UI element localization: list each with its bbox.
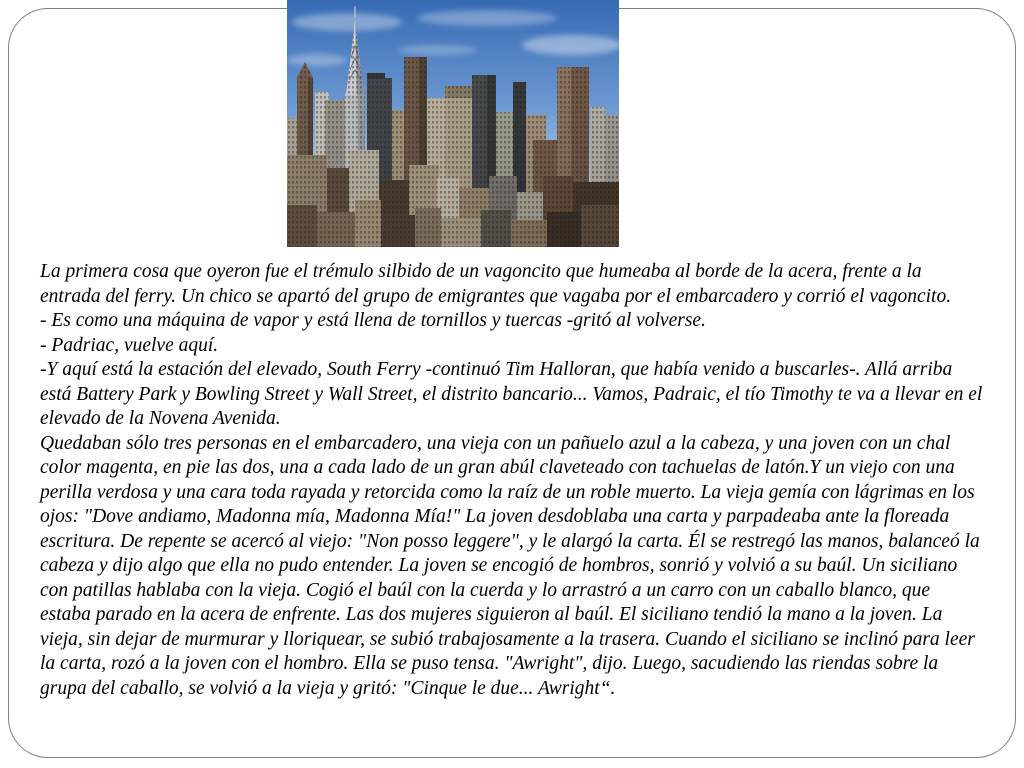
paragraph — [40, 432, 1010, 702]
buildings — [287, 0, 619, 247]
text-line: - Padriac, vuelve aquí. — [40, 334, 219, 356]
paragraph — [40, 309, 1010, 334]
text-line: vieja, sin dejar de murmurar y lloriquear, se subió trabajosamente a la trasera. Cuando el siciliano se inclinó para leer — [40, 628, 975, 650]
paragraph — [40, 358, 1010, 432]
skyline-photo — [287, 0, 619, 247]
text-line: entrada del ferry. Un chico se apartó del grupo de emigrantes que vagaba por el embarcadero y corrió el vagoncito. — [40, 285, 952, 307]
paragraph — [40, 334, 1010, 359]
text-line: la carta, rozó a la joven con el hombro. Ella se puso tensa. "Awright", dijo. Luego, sacudiendo las riendas sobre la — [40, 653, 939, 674]
text-line: estaba parado en la acera de enfrente. Las dos mujeres siguieron al baúl. El siciliano tendió la mano a la joven. La — [40, 604, 943, 625]
text-line: está Battery Park y Bowling Street y Wall Street, el distrito bancario... Vamos, Padraic, el tío Timothy te va a llevar en el — [40, 383, 983, 405]
text-line: La primera cosa que oyeron fue el trémulo silbido de un vagoncito que humeaba al borde de la acera, frente a la — [40, 261, 922, 282]
text-line: Quedaban sólo tres personas en el embarcadero, una vieja con un pañuelo azul a la cabeza, y una joven con un chal — [40, 432, 951, 454]
text-line: cabeza y dijo algo que ella no pudo entender. La joven se encogió de hombros, sonrió y volvió a su baúl. Un siciliano — [40, 555, 958, 576]
text-line: grupa del caballo, se volvió a la vieja y gritó: "Cinque le due... Awright“. — [40, 677, 616, 699]
body-text — [40, 260, 1010, 701]
text-line: escritura. De repente se acercó al viejo: "Non posso leggere", y le alargó la carta. Él se restregó las manos, balanceó la — [40, 530, 980, 552]
text-line: perilla verdosa y una cara toda rayada y retorcida como la raíz de un roble muerto. La vieja gemía con lágrimas en los — [40, 481, 975, 503]
paragraph — [40, 260, 1010, 309]
text-line: - Es como una máquina de vapor y está llena de tornillos y tuercas -gritó al volverse. — [40, 310, 706, 331]
text-line: elevado de la Novena Avenida. — [40, 408, 281, 429]
text-line: color magenta, en pie las dos, una a cada lado de un gran abúl claveteado con tachuelas de latón.Y un viejo con una — [40, 457, 955, 478]
text-line: ojos: "Dove andiamo, Madonna mía, Madonna Mía!" La joven desdoblaba una carta y parpadeaba ante la floreada — [40, 506, 950, 527]
text-line: -Y aquí está la estación del elevado, South Ferry -continuó Tim Halloran, que había venido a buscarles-. Allá arriba — [40, 359, 953, 380]
text-line: con patillas hablaba con la vieja. Cogió el baúl con la cuerda y lo arrastró a un carro con un caballo blanco, que — [40, 579, 931, 601]
skyline-photo-graphic — [287, 0, 619, 247]
